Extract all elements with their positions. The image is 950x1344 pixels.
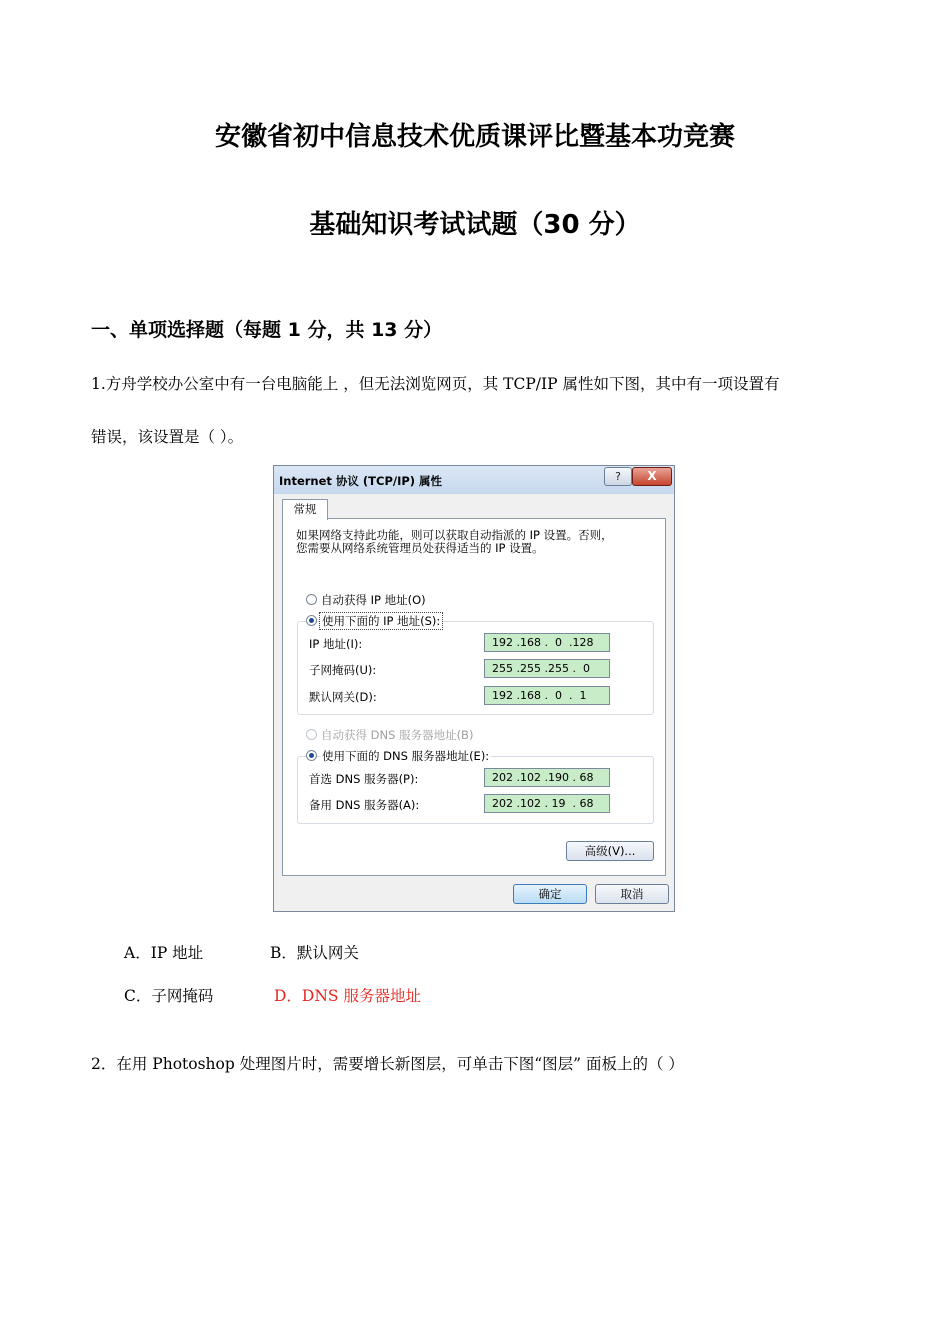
exam-title-line2: 基础知识考试试题（30 分） — [309, 210, 641, 240]
tab-general[interactable]: 常规 — [282, 499, 328, 520]
preferred-dns-label: 首选 DNS 服务器(P): — [309, 772, 419, 786]
auto-ip-label: 自动获得 IP 地址(O) — [321, 593, 426, 607]
alternate-dns-field[interactable]: 202 .102 . 19 . 68 — [484, 794, 610, 813]
cancel-button[interactable]: 取消 — [595, 884, 669, 904]
intro-line2: 您需要从网络系统管理员处获得适当的 IP 设置。 — [296, 541, 544, 555]
auto-dns-label: 自动获得 DNS 服务器地址(B) — [321, 728, 474, 742]
option-a: A．IP 地址 — [124, 944, 204, 962]
intro-line1: 如果网络支持此功能，则可以获取自动指派的 IP 设置。否则， — [296, 528, 613, 542]
preferred-dns-field[interactable]: 202 .102 .190 . 68 — [484, 768, 610, 787]
auto-ip-radio[interactable] — [306, 594, 317, 605]
advanced-button[interactable]: 高级(V)... — [566, 841, 654, 861]
gateway-field[interactable]: 192 .168 . 0 . 1 — [484, 686, 610, 705]
ip-address-label: IP 地址(I): — [309, 637, 363, 651]
intro-text — [296, 529, 613, 555]
question1-text-line1: 1.方舟学校办公室中有一台电脑能上 ，但无法浏览网页，其 TCP/IP 属性如下图，其中有一项设置有 — [91, 375, 780, 393]
help-button[interactable]: ? — [604, 467, 632, 486]
section-heading: 一、单项选择题（每题 1 分，共 13 分） — [91, 319, 443, 341]
manual-dns-label: 使用下面的 DNS 服务器地址(E): — [322, 749, 490, 763]
option-c: C．子网掩码 — [124, 987, 214, 1005]
manual-ip-label: 使用下面的 IP 地址(S): — [319, 612, 443, 630]
option-b: B．默认网关 — [270, 944, 359, 962]
dialog-titlebar — [274, 466, 674, 494]
close-button[interactable]: X — [632, 467, 672, 486]
alternate-dns-label: 备用 DNS 服务器(A): — [309, 798, 420, 812]
dns-settings-group — [297, 756, 654, 824]
gateway-label: 默认网关(D): — [309, 690, 377, 704]
exam-title-line1: 安徽省初中信息技术优质课评比暨基本功竞赛 — [214, 122, 735, 152]
subnet-mask-label: 子网掩码(U): — [309, 663, 377, 677]
manual-dns-radio[interactable] — [306, 750, 317, 761]
subnet-mask-field[interactable]: 255 .255 .255 . 0 — [484, 659, 610, 678]
manual-ip-radio[interactable] — [306, 615, 317, 626]
ip-address-field[interactable]: 192 .168 . 0 .128 — [484, 633, 610, 652]
option-d: D．DNS 服务器地址 — [274, 987, 421, 1005]
question2-text: 2．在用 Photoshop 处理图片时，需要增长新图层，可单击下图“图层” 面板上的（ ） — [91, 1055, 684, 1073]
auto-dns-radio[interactable] — [306, 729, 317, 740]
ok-button[interactable]: 确定 — [513, 884, 587, 904]
dialog-title: Internet 协议 (TCP/IP) 属性 — [279, 474, 443, 488]
question1-text-line2: 错误，该设置是（ ）。 — [91, 428, 244, 446]
tcpip-properties-dialog — [273, 465, 675, 912]
